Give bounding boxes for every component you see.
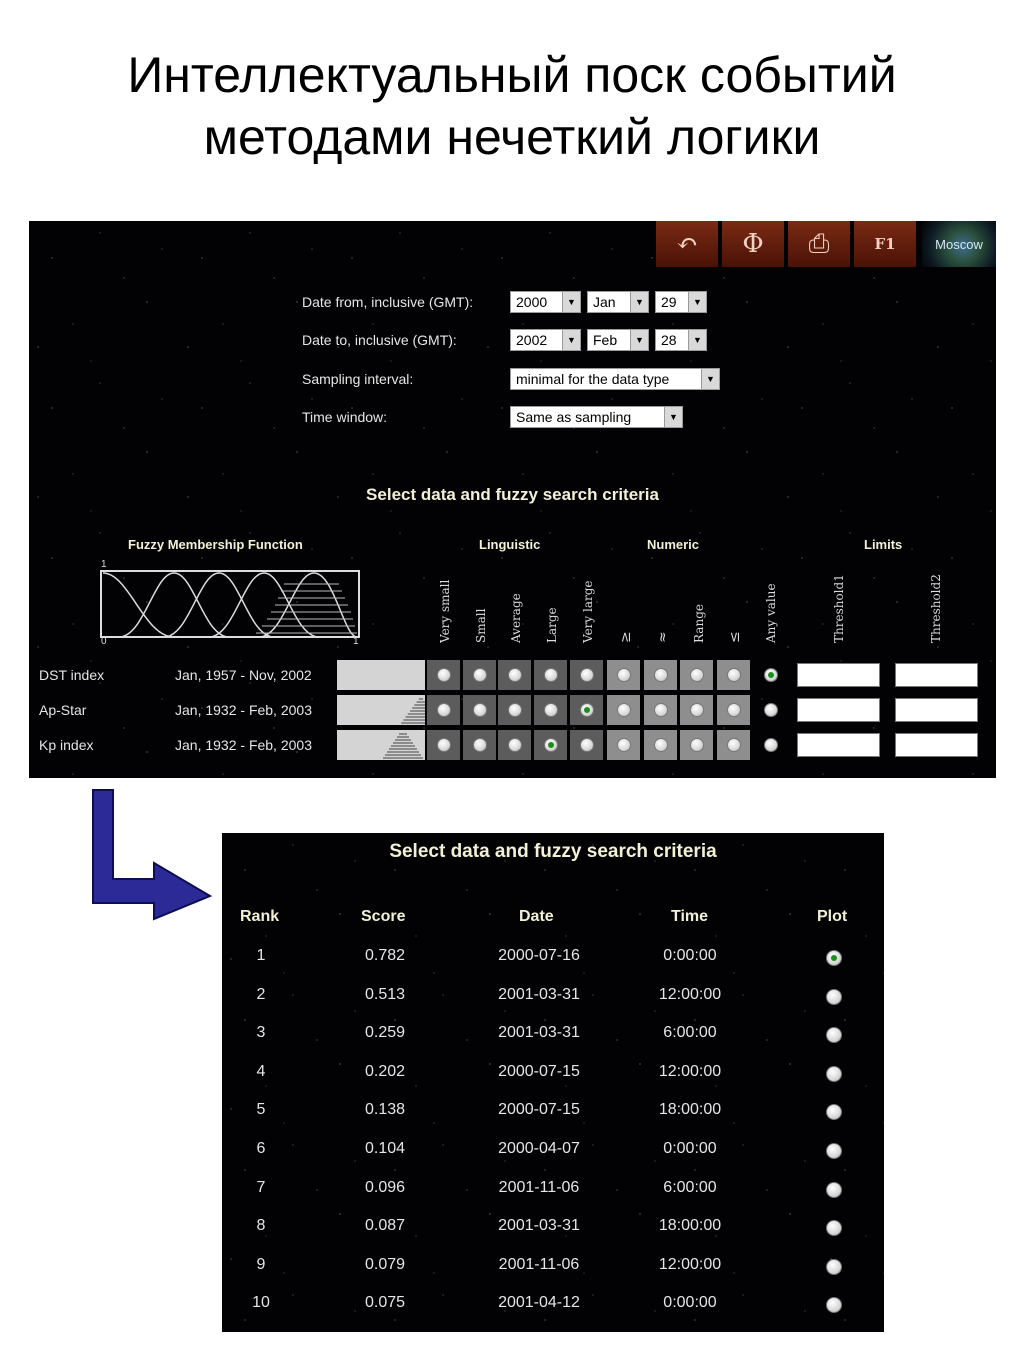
radio-approx[interactable] <box>654 668 668 682</box>
radio-lte[interactable] <box>727 738 741 752</box>
criteria-cell-very-small <box>427 660 460 690</box>
result-score: 0.075 <box>364 1294 406 1312</box>
result-rank: 3 <box>256 1024 266 1042</box>
globe-label: Moscow <box>935 236 983 252</box>
radio-very-large[interactable] <box>580 738 594 752</box>
result-date: 2001-03-31 <box>498 985 580 1003</box>
row-histogram-thumbnail <box>337 660 425 690</box>
numeric-header: Numeric <box>647 537 700 552</box>
sampling-label: Sampling interval: <box>302 371 414 387</box>
chevron-down-icon: ▼ <box>630 292 648 312</box>
curve-average <box>164 573 274 637</box>
criteria-cell-large <box>534 660 567 690</box>
criteria-cell-lte <box>717 695 750 725</box>
threshold2-input[interactable] <box>895 698 978 722</box>
date-to-year-select[interactable]: 2002 ▼ <box>510 329 581 351</box>
radio-average[interactable] <box>508 668 522 682</box>
sampling-select[interactable]: minimal for the data type ▼ <box>510 368 720 390</box>
result-rank: 10 <box>252 1294 270 1312</box>
plot-radio[interactable] <box>826 1104 842 1120</box>
col-large-label: Large <box>545 607 559 643</box>
date-to-day-select[interactable]: 28 ▼ <box>655 329 707 351</box>
radio-range[interactable] <box>690 703 704 717</box>
criteria-cell-gte <box>607 695 640 725</box>
col-very-small-label: Very small <box>438 579 452 643</box>
radio-any-value[interactable] <box>764 668 778 682</box>
result-date: 2000-07-15 <box>498 1062 580 1080</box>
date-to-month-select[interactable]: Feb ▼ <box>587 329 649 351</box>
criteria-cell-average <box>498 730 531 760</box>
result-date: 2001-04-12 <box>498 1294 580 1312</box>
curve-very-small <box>103 573 174 637</box>
result-date: 2000-07-16 <box>498 947 580 964</box>
row-parameter-name: Ap-Star <box>39 702 87 718</box>
criteria-cell-very-small <box>427 730 460 760</box>
result-rank: 1 <box>256 947 266 964</box>
chevron-down-icon: ▼ <box>688 330 706 350</box>
date-to-row <box>302 329 713 351</box>
radio-large[interactable] <box>544 703 558 717</box>
membership-header: Fuzzy Membership Function <box>128 537 303 552</box>
criteria-cell-any-value <box>754 695 787 725</box>
criteria-cell-lte <box>717 660 750 690</box>
radio-any-value[interactable] <box>764 738 778 752</box>
criteria-cell-large <box>534 695 567 725</box>
time-window-label: Time window: <box>302 409 388 425</box>
radio-average[interactable] <box>508 703 522 717</box>
chevron-down-icon: ▼ <box>688 292 706 312</box>
date-from-day-select[interactable]: 29 ▼ <box>655 291 707 313</box>
radio-very-small[interactable] <box>437 668 451 682</box>
result-row <box>222 1024 884 1062</box>
curve-small <box>119 573 229 637</box>
selected-region-hatch <box>256 584 357 633</box>
result-score: 0.513 <box>364 985 406 1003</box>
membership-function-chart <box>99 558 399 646</box>
search-panel <box>29 221 996 778</box>
row-date-range: Jan, 1932 - Feb, 2003 <box>175 737 312 753</box>
criteria-title: Select data and fuzzy search criteria <box>366 485 659 504</box>
radio-very-small[interactable] <box>437 703 451 717</box>
result-score: 0.087 <box>364 1217 406 1235</box>
result-score: 0.079 <box>364 1255 406 1273</box>
result-time: 0:00:00 <box>663 1294 717 1312</box>
radio-average[interactable] <box>508 738 522 752</box>
threshold2-input[interactable] <box>895 733 978 757</box>
radio-small[interactable] <box>473 668 487 682</box>
linguistic-header: Linguistic <box>479 537 541 552</box>
result-time: 12:00:00 <box>658 985 722 1003</box>
criteria-cell-range <box>680 695 713 725</box>
help-bulb-icon[interactable]: F1 <box>854 221 916 267</box>
radio-large[interactable] <box>544 668 558 682</box>
result-row <box>222 1140 884 1178</box>
date-header: Date <box>519 908 554 925</box>
radio-approx[interactable] <box>654 738 668 752</box>
date-from-month-select[interactable]: Jan ▼ <box>587 291 649 313</box>
chevron-down-icon: ▼ <box>664 407 682 427</box>
threshold1-input[interactable] <box>797 663 880 687</box>
result-date: 2001-11-06 <box>498 1255 580 1273</box>
criteria-cell-any-value <box>754 730 787 760</box>
result-score: 0.096 <box>364 1178 406 1196</box>
time-window-select[interactable]: Same as sampling ▼ <box>510 406 683 428</box>
plot-radio[interactable] <box>826 1297 842 1313</box>
plot-radio[interactable] <box>826 1182 842 1198</box>
plot-radio[interactable] <box>826 950 842 966</box>
date-to-label: Date to, inclusive (GMT): <box>302 332 457 348</box>
result-time: 6:00:00 <box>663 1024 717 1042</box>
row-parameter-name: DST index <box>39 667 105 683</box>
radio-very-large[interactable] <box>580 703 594 717</box>
axis-x-max: 1 <box>353 636 359 646</box>
result-date: 2000-04-07 <box>498 1140 580 1157</box>
result-row <box>222 986 884 1024</box>
result-date: 2001-03-31 <box>498 1217 580 1235</box>
col-gte-label: ≥ <box>618 631 634 643</box>
criteria-cell-approx <box>644 660 677 690</box>
criteria-row <box>29 660 996 690</box>
col-very-large-label: Very large <box>581 580 595 643</box>
criteria-cell-average <box>498 660 531 690</box>
flow-arrow-icon <box>90 789 214 921</box>
row-histogram-thumbnail <box>337 730 425 760</box>
axis-x-min: 0 <box>101 636 107 646</box>
sampling-row <box>302 368 726 390</box>
criteria-cell-range <box>680 660 713 690</box>
slide-title-line2: методами нечеткий логики <box>203 109 821 165</box>
date-from-row <box>302 291 713 313</box>
globe-icon[interactable] <box>922 221 996 267</box>
radio-small[interactable] <box>473 738 487 752</box>
results-title: Select data and fuzzy search criteria <box>389 841 717 862</box>
score-header: Score <box>361 908 406 925</box>
result-score: 0.104 <box>364 1140 406 1157</box>
threshold1-input[interactable] <box>797 733 880 757</box>
result-row <box>222 947 884 985</box>
result-rank: 5 <box>256 1101 266 1119</box>
criteria-cell-very-large <box>570 695 603 725</box>
plot-radio[interactable] <box>826 1259 842 1275</box>
toolbar <box>652 221 996 269</box>
threshold2-input[interactable] <box>895 663 978 687</box>
col-lte-label: ≤ <box>727 631 743 643</box>
fuzzy-logo-icon[interactable]: Φ <box>722 221 784 267</box>
result-time: 18:00:00 <box>658 1217 722 1235</box>
row-histogram-thumbnail <box>337 695 425 725</box>
col-small-label: Small <box>474 608 488 643</box>
result-rank: 4 <box>256 1062 266 1080</box>
printer-icon[interactable]: ⎙ <box>788 221 850 267</box>
criteria-cell-very-small <box>427 695 460 725</box>
radio-large[interactable] <box>544 738 558 752</box>
radio-gte[interactable] <box>617 703 631 717</box>
result-score: 0.138 <box>364 1101 406 1119</box>
plot-radio[interactable] <box>826 1143 842 1159</box>
date-from-year-select[interactable]: 2000 ▼ <box>510 291 581 313</box>
chevron-down-icon: ▼ <box>562 330 580 350</box>
criteria-row <box>29 730 996 760</box>
result-date: 2000-07-15 <box>498 1101 580 1119</box>
limits-header: Limits <box>864 537 903 552</box>
col-approx-label: ≈ <box>655 631 671 643</box>
result-rank: 6 <box>256 1140 266 1157</box>
radio-any-value[interactable] <box>764 703 778 717</box>
result-time: 18:00:00 <box>658 1101 722 1119</box>
result-rank: 7 <box>256 1178 266 1196</box>
row-parameter-name: Kp index <box>39 737 94 753</box>
result-score: 0.782 <box>364 947 406 964</box>
result-row <box>222 1294 884 1332</box>
col-range-label: Range <box>692 604 706 643</box>
result-row <box>222 1217 884 1255</box>
chart-frame <box>101 571 359 637</box>
time-header: Time <box>671 908 709 925</box>
slide-title-line1: Интеллектуальный поск событий <box>127 47 897 103</box>
date-from-label: Date from, inclusive (GMT): <box>302 294 474 310</box>
radio-lte[interactable] <box>727 703 741 717</box>
plot-header: Plot <box>817 908 848 925</box>
result-row <box>222 1179 884 1217</box>
plot-radio[interactable] <box>826 1027 842 1043</box>
chevron-down-icon: ▼ <box>701 369 719 389</box>
axis-y-max: 1 <box>101 559 107 570</box>
criteria-cell-approx <box>644 695 677 725</box>
result-date: 2001-03-31 <box>498 1024 580 1042</box>
criteria-cell-gte <box>607 730 640 760</box>
criteria-cell-average <box>498 695 531 725</box>
chevron-down-icon: ▼ <box>562 292 580 312</box>
radio-small[interactable] <box>473 703 487 717</box>
criteria-cell-small <box>463 695 496 725</box>
threshold1-input[interactable] <box>797 698 880 722</box>
radio-range[interactable] <box>690 668 704 682</box>
criteria-cell-very-large <box>570 660 603 690</box>
result-score: 0.202 <box>364 1062 406 1080</box>
back-arrow-icon[interactable]: ↶ <box>656 221 718 267</box>
plot-radio[interactable] <box>826 989 842 1005</box>
criteria-cell-large <box>534 730 567 760</box>
criteria-cell-small <box>463 730 496 760</box>
radio-very-small[interactable] <box>437 738 451 752</box>
criteria-cell-very-large <box>570 730 603 760</box>
col-threshold2-label: Threshold2 <box>929 574 943 643</box>
result-row <box>222 1101 884 1139</box>
criteria-cell-any-value <box>754 660 787 690</box>
plot-radio[interactable] <box>826 1220 842 1236</box>
chevron-down-icon: ▼ <box>630 330 648 350</box>
result-time: 6:00:00 <box>663 1178 717 1196</box>
rank-header: Rank <box>240 908 280 925</box>
result-row <box>222 1063 884 1101</box>
criteria-cell-gte <box>607 660 640 690</box>
col-threshold1-label: Threshold1 <box>832 574 846 643</box>
result-time: 12:00:00 <box>658 1255 722 1273</box>
plot-radio[interactable] <box>826 1066 842 1082</box>
slide-title <box>0 44 1024 168</box>
col-average-label: Average <box>509 593 523 643</box>
result-rank: 2 <box>256 985 266 1003</box>
row-date-range: Jan, 1957 - Nov, 2002 <box>175 667 312 683</box>
result-row <box>222 1256 884 1294</box>
results-panel <box>222 833 884 1332</box>
result-date: 2001-11-06 <box>498 1178 580 1196</box>
result-rank: 9 <box>256 1255 266 1273</box>
criteria-cell-range <box>680 730 713 760</box>
radio-lte[interactable] <box>727 668 741 682</box>
result-time: 12:00:00 <box>658 1062 722 1080</box>
result-time: 0:00:00 <box>663 947 717 964</box>
result-time: 0:00:00 <box>663 1140 717 1157</box>
result-score: 0.259 <box>364 1024 406 1042</box>
criteria-row <box>29 695 996 725</box>
criteria-cell-approx <box>644 730 677 760</box>
radio-very-large[interactable] <box>580 668 594 682</box>
radio-range[interactable] <box>690 738 704 752</box>
radio-gte[interactable] <box>617 738 631 752</box>
row-date-range: Jan, 1932 - Feb, 2003 <box>175 702 312 718</box>
radio-gte[interactable] <box>617 668 631 682</box>
criteria-cell-small <box>463 660 496 690</box>
radio-approx[interactable] <box>654 703 668 717</box>
time-window-row <box>302 406 689 428</box>
result-rank: 8 <box>256 1217 266 1235</box>
criteria-cell-lte <box>717 730 750 760</box>
col-any-value-label: Any value <box>764 583 778 643</box>
